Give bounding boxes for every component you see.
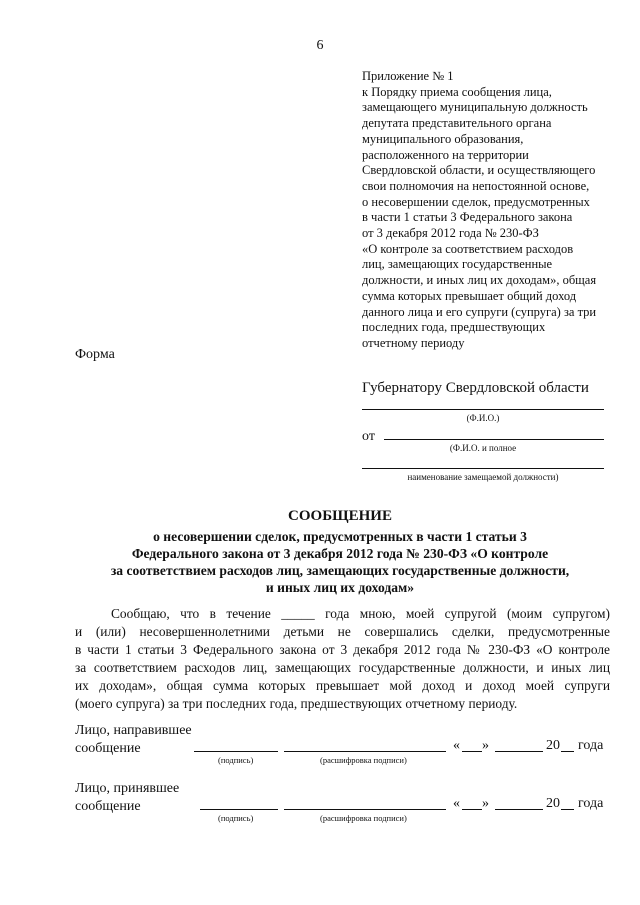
receiver-label [75, 780, 179, 816]
appendix-line: должности, и иных лиц их доходам», общая [362, 273, 597, 288]
appendix-line: Приложение № 1 [362, 69, 454, 83]
appendix-line: к Порядку приема сообщения лица, [362, 84, 552, 99]
body-line: за соответствием расходов лиц, замещающих государственные должности, и иных лиц [75, 660, 610, 675]
sender-decoding-line[interactable] [284, 751, 446, 752]
appendix-line: о несовершении сделок, предусмотренных [362, 194, 590, 209]
sender-year-prefix: 20 [546, 738, 560, 753]
from-fio-line[interactable] [384, 439, 604, 440]
receiver-date-open: « [453, 796, 460, 811]
sender-signature-line[interactable] [194, 751, 278, 752]
sender-year-line[interactable] [561, 751, 574, 752]
receiver-signature-line[interactable] [200, 809, 278, 810]
page-number: 6 [316, 38, 324, 53]
appendix-line: «О контроле за соответствием расходов [362, 241, 574, 256]
receiver-year-suffix: года [578, 796, 604, 811]
receiver-month-line[interactable] [495, 809, 543, 810]
body-line: Сообщаю, что в течение _____ года мною, моей супругой (моим супругом) [111, 606, 610, 621]
addressee-fio-line[interactable] [362, 409, 604, 410]
sender-year-suffix: года [578, 738, 604, 753]
appendix-line: в части 1 статьи 3 Федерального закона [362, 210, 573, 225]
subtitle-line: за соответствием расходов лиц, замещающих государственные должности, [110, 563, 570, 578]
subtitle-line: Федерального закона от 3 декабря 2012 года № 230-ФЗ «О контроле [131, 546, 549, 561]
receiver-label-line: Лицо, принявшее [75, 781, 180, 796]
from-label: от [362, 429, 375, 444]
body-line: и (или) несовершеннолетними детьми не совершались сделки, предусмотренные [75, 624, 610, 639]
body-line: (моего супруга) за три последних года, предшествующих отчетному периоду. [75, 696, 518, 711]
receiver-year-line[interactable] [561, 809, 574, 810]
receiver-date-close: » [482, 796, 489, 811]
appendix-line: свои полномочия на непостоянной основе, [362, 178, 590, 193]
sender-label-line: сообщение [75, 741, 141, 756]
receiver-year-prefix: 20 [546, 796, 560, 811]
appendix-line: лиц, замещающих государственные [362, 257, 553, 272]
sender-date-close: » [482, 738, 489, 753]
body-line: в части 1 статьи 3 Федерального закона от 3 декабря 2012 года № 230-ФЗ «О контроле [75, 642, 610, 657]
sender-label-line: Лицо, направившее [75, 723, 192, 738]
appendix-line: данного лица и его супруги (супруга) за три [362, 304, 597, 319]
receiver-label-line: сообщение [75, 799, 141, 814]
sender-month-line[interactable] [495, 751, 543, 752]
receiver-day-line[interactable] [462, 809, 482, 810]
fio-caption: (Ф.И.О.) [466, 413, 500, 423]
sender-day-line[interactable] [462, 751, 482, 752]
sender-decoding-caption: (расшифровка подписи) [320, 755, 407, 765]
sender-date-open: « [453, 738, 460, 753]
message-subtitle [70, 528, 610, 596]
appendix-line: Свердловской области, и осуществляющего [362, 163, 596, 178]
position-caption: наименование замещаемой должности) [407, 472, 559, 482]
body-line: их доходам», общая сумма которых превышает мой доход и доход моей супруги [75, 678, 610, 693]
subtitle-line: и иных лиц их доходам» [265, 580, 415, 595]
appendix-line: депутата представительного органа [362, 116, 552, 131]
addressee-title: Губернатору Свердловской области [362, 380, 589, 396]
receiver-decoding-caption: (расшифровка подписи) [320, 813, 407, 823]
appendix-line: муниципального образования, [362, 131, 524, 146]
position-line[interactable] [362, 468, 604, 469]
appendix-line: отчетному периоду [362, 335, 465, 350]
subtitle-line: о несовершении сделок, предусмотренных в части 1 статьи 3 [153, 529, 527, 544]
appendix-block [362, 69, 612, 352]
appendix-line: расположенного на территории [362, 147, 529, 162]
appendix-line: от 3 декабря 2012 года № 230-ФЗ [362, 226, 539, 241]
receiver-decoding-line[interactable] [284, 809, 446, 810]
message-body [75, 605, 610, 713]
receiver-signature-caption: (подпись) [218, 813, 254, 823]
sender-label [75, 722, 192, 758]
form-label: Форма [75, 347, 115, 362]
message-title: СООБЩЕНИЕ [288, 508, 392, 524]
appendix-line: сумма которых превышает общий доход [362, 288, 577, 303]
appendix-line: последних года, предшествующих [362, 320, 546, 335]
from-caption: (Ф.И.О. и полное [449, 443, 517, 453]
sender-signature-caption: (подпись) [218, 755, 254, 765]
appendix-line: замещающего муниципальную должность [362, 100, 588, 115]
